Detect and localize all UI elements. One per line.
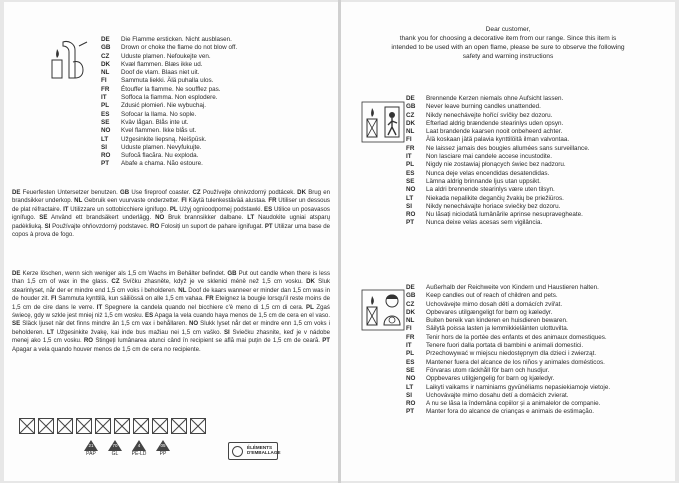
paragraph-sentence: Feuerfesten Untersetzer benutzen.: [22, 189, 118, 196]
recycle-triangle-icon: [84, 440, 98, 451]
right-page: [341, 2, 675, 481]
instruction-row: [406, 309, 610, 317]
instruction-row: [406, 284, 610, 292]
language-code: CZ: [406, 300, 415, 308]
paragraph-sentence: Brug en brandsikker underkop.: [12, 189, 331, 205]
language-code: NO: [101, 127, 111, 135]
instruction-row: [406, 153, 589, 161]
language-code: PT: [406, 408, 415, 416]
language-code: CZ: [192, 189, 201, 196]
language-code: LT: [247, 214, 255, 222]
no-children-icon: [76, 418, 92, 434]
instruction-row: [101, 127, 237, 135]
instruction-text: Opbevares utilgængeligt for børn og kæledyr.: [426, 308, 553, 316]
instruction-row: [406, 392, 610, 400]
instruction-text: Doof de vlam. Blaas niet uit.: [121, 69, 200, 77]
language-code: PL: [169, 205, 178, 213]
language-code: PT: [101, 160, 110, 168]
language-code: PL: [101, 102, 110, 110]
language-code: ES: [264, 205, 273, 213]
language-code: FR: [406, 144, 415, 152]
instruction-text: Laikyti vaikams ir naminiams gyvūnėliams nepasiekiamoje vietoje.: [426, 383, 611, 391]
instruction-row: [101, 94, 237, 102]
paragraph-sentence: Zgaś świecę, gdy w szkle jest mniej niż 1,5 cm wosku.: [12, 303, 330, 320]
language-code: SI: [101, 143, 107, 151]
instruction-row: [101, 144, 237, 152]
paragraph-sentence: Eteignez la bougie lorsqu'il reste moins de 1,5 cm de cire dans le verre.: [12, 295, 330, 311]
language-code: GB: [101, 44, 111, 52]
recycle-material-label: PAP: [86, 451, 96, 457]
instruction-row: [406, 203, 589, 211]
greeting-line: intended to be used with an open flame, please be sure to observe the following: [391, 44, 625, 51]
coaster-paragraph: [12, 189, 330, 239]
instruction-text: Ne laissez jamais des bougies allumées sans surveillance.: [426, 144, 590, 152]
language-code: RO: [150, 222, 160, 230]
instruction-row: [406, 350, 610, 358]
instruction-text: Mantener fuera del alcance de los niños y animales domésticos.: [426, 358, 605, 366]
instruction-text: Abafe a chama. Não estoure.: [121, 160, 203, 168]
recycle-material-label: PP: [159, 451, 167, 457]
greeting-line: thank you for choosing a decorative item from our range. Since this item is: [399, 35, 617, 42]
instruction-row: [101, 136, 237, 144]
paragraph-sentence: Använd ett brandsäkert underlägg.: [51, 214, 152, 222]
packaging-label: ÉLÉMENTS D'EMBALLAGE: [247, 445, 281, 456]
paragraph-sentence: Apagar a vela quando houver menos de 1,5 cm de cera no recipiente.: [12, 345, 201, 353]
paragraph-sentence: Utiliser un dessous de plat réfractaire.: [12, 197, 330, 213]
language-code: ES: [406, 358, 415, 366]
instruction-row: [406, 136, 589, 144]
instruction-row: [101, 77, 237, 85]
instruction-text: Drown or choke the flame do not blow off.: [121, 44, 238, 52]
instruction-row: [101, 36, 237, 44]
instruction-text: Užgesinkite liepsną. Neišpūsk.: [121, 135, 207, 143]
paragraph-sentence: Use fireproof coaster.: [131, 189, 191, 196]
instruction-text: La aldri brennende stearinlys være uten tilsyn.: [426, 186, 555, 194]
recycle-code: [106, 440, 124, 457]
language-code: SI: [223, 328, 230, 336]
instruction-text: A nu se lăsa la îndemâna copiilor și a animalelor de companie.: [426, 400, 601, 408]
language-code: IT: [96, 303, 103, 311]
language-code: DE: [12, 270, 21, 277]
no-draft-icon: [95, 418, 111, 434]
flame-instructions-list: [101, 36, 237, 169]
children-candle-icon: [361, 289, 405, 336]
instruction-text: Niekada nepalikite degančių žvakių be priežiūros.: [426, 194, 564, 202]
customer-greeting: [341, 25, 675, 61]
language-code: FR: [268, 197, 277, 205]
no-fan-icon: [19, 418, 35, 434]
instruction-text: Efterlad aldrig brændende stearinlys uden opsyn.: [426, 119, 564, 127]
recycle-number: 70: [112, 443, 118, 448]
instruction-text: Nunca deje velas encendidas desatendidas.: [426, 169, 550, 177]
flame-extinguish-icon: [49, 38, 91, 87]
instruction-text: Kvæl flammen. Blæs ikke ud.: [121, 60, 203, 68]
language-code: RO: [101, 152, 111, 160]
instruction-text: Kvel flammen. Ikke blås ut.: [121, 127, 197, 135]
language-code: PL: [306, 303, 314, 311]
paragraph-sentence: Stingeți lumânarea atunci când în recipient se află mai puțin de 1,5 cm de ceară.: [95, 337, 320, 345]
language-code: SE: [12, 320, 21, 328]
language-code: IT: [406, 153, 412, 161]
instruction-row: [101, 44, 237, 52]
paragraph-sentence: Gebruik een vuurvaste onderzetter.: [84, 197, 180, 205]
instruction-text: Tenir hors de la portée des enfants et des animaux domestiques.: [426, 333, 607, 341]
instruction-row: [406, 375, 610, 383]
paragraph-sentence: Spegnere la candela quando nel bicchiere c'è meno di 1,5 cm di cera.: [104, 303, 304, 311]
no-stack-icon: [190, 418, 206, 434]
language-code: PL: [406, 350, 415, 358]
recycle-code: [130, 440, 148, 457]
instruction-text: Sofocar la llama. No sople.: [121, 110, 197, 118]
language-code: PT: [406, 219, 415, 227]
language-code: CZ: [406, 111, 415, 119]
recycle-triangle-icon: [132, 440, 146, 451]
instruction-text: Sammuta liekki. Älä puhalla ulos.: [121, 77, 214, 85]
paragraph-sentence: Sviečku zhasnite, keď je v nádobe menej ako 1,5 cm vosku.: [12, 328, 331, 345]
recycling-codes: [82, 440, 172, 457]
instruction-row: [101, 152, 237, 160]
language-code: SI: [406, 391, 412, 399]
instruction-text: Manter fora do alcance de crianças e animais de estimação.: [426, 408, 595, 416]
language-code: SE: [101, 118, 110, 126]
instruction-row: [406, 186, 589, 194]
recycle-material-label: GL: [111, 451, 119, 457]
language-code: FI: [406, 136, 412, 144]
instruction-text: Nikdy nenechávejte hořící svíčky bez dozoru.: [426, 111, 553, 119]
instruction-row: [406, 145, 589, 153]
language-code: SI: [406, 202, 412, 210]
language-code: FI: [50, 295, 57, 303]
language-code: FI: [181, 197, 187, 205]
paragraph-sentence: Folosiți un suport de pahare ignifugat.: [160, 222, 264, 230]
language-code: NL: [74, 197, 83, 205]
no-unattended-icon: [133, 418, 149, 434]
recycle-number: 05: [160, 443, 166, 448]
unattended-candle-icon: [361, 101, 405, 148]
paragraph-sentence: Put out candle when there is less than 1,5 cm of wax in the glass.: [12, 270, 330, 286]
instruction-text: Sufocă flacăra. Nu exploda.: [121, 152, 199, 160]
language-code: SE: [39, 214, 48, 222]
triman-icon: [232, 446, 243, 457]
language-code: GB: [227, 270, 237, 277]
language-code: DK: [306, 278, 315, 286]
language-code: NO: [188, 320, 199, 328]
language-code: FR: [101, 85, 110, 93]
instruction-text: Nikdy nenechávajte horiace sviečky bez dozoru.: [426, 202, 561, 210]
instruction-text: Buiten bereik van kinderen en huisdieren bewaren.: [426, 317, 568, 325]
instruction-row: [406, 120, 589, 128]
language-code: NO: [406, 186, 416, 194]
paragraph-sentence: Svíčku zhasněte, když je ve sklenici méně než 1,5 cm vosku.: [122, 278, 303, 286]
language-code: FI: [406, 325, 412, 333]
no-flammable-icon: [114, 418, 130, 434]
instruction-text: Uduste plamen. Nevyfukujte.: [121, 143, 202, 151]
recycle-code: [154, 440, 172, 457]
instruction-row: [406, 408, 610, 416]
unattended-warning-list: [406, 95, 589, 228]
instruction-text: Außerhalb der Reichweite von Kindern und Haustieren halten.: [426, 284, 599, 291]
instruction-row: [406, 301, 610, 309]
instruction-text: Oppbevares utilgjengelig for barn og kjæledyr.: [426, 375, 555, 383]
paragraph-sentence: Používajte ohňovzdorný podstavec.: [52, 222, 149, 230]
instruction-text: Lämna aldrig brinnande ljus utan uppsikt.: [426, 177, 541, 185]
language-code: GB: [406, 292, 416, 300]
language-code: DE: [101, 36, 110, 43]
instruction-text: Kväv lågan. Blås inte ut.: [121, 118, 189, 126]
language-code: LT: [46, 328, 54, 336]
instruction-row: [406, 325, 610, 333]
language-code: LT: [406, 383, 414, 391]
paragraph-sentence: Käytä tulenkestävää alustaa.: [188, 197, 267, 205]
instruction-text: Uduste plamen. Nefoukejte ven.: [121, 52, 211, 60]
paragraph-sentence: Slukk lyset når det er mindre enn 1,5 cm voks i beholderen.: [12, 320, 330, 336]
language-code: NL: [406, 317, 415, 325]
instruction-row: [406, 384, 610, 392]
instruction-text: Brennende Kerzen niemals ohne Aufsicht lassen.: [426, 95, 564, 102]
instruction-row: [101, 61, 237, 69]
paragraph-sentence: Utilizar uma base de copos à prova de fogo.: [12, 222, 330, 239]
language-code: FI: [101, 77, 107, 85]
instruction-row: [406, 95, 589, 103]
language-code: IT: [406, 342, 412, 350]
greeting-line: Dear customer,: [485, 26, 531, 33]
language-code: LT: [406, 194, 414, 202]
instruction-row: [406, 359, 610, 367]
instruction-row: [406, 219, 589, 227]
paragraph-sentence: Sluk stearinlyset, når der er mindre end 1,5 cm voks i beholderen.: [12, 278, 331, 294]
no-water-icon: [171, 418, 187, 434]
instruction-text: Uchovávejte mimo dosah dětí a domácích zvířat.: [426, 300, 563, 308]
language-code: GB: [120, 189, 130, 196]
recycle-number: 4: [137, 443, 141, 448]
instruction-row: [406, 334, 610, 342]
no-wind-icon: [38, 418, 54, 434]
instruction-row: [406, 211, 589, 219]
language-code: RO: [406, 400, 416, 408]
instruction-text: Die Flamme ersticken. Nicht ausblasen.: [121, 36, 232, 43]
language-code: PT: [264, 222, 273, 230]
language-code: SI: [44, 222, 51, 230]
paragraph-sentence: Kerze löschen, wenn sich weniger als 1,5 cm Wachs im Behälter befindet.: [22, 270, 226, 277]
language-code: DE: [406, 95, 415, 102]
language-code: ES: [406, 169, 415, 177]
language-code: PL: [406, 161, 415, 169]
instruction-row: [406, 292, 610, 300]
paragraph-sentence: Sammuta kynttilä, kun säiliössä on alle 1,5 cm vahaa.: [58, 295, 204, 303]
wax-level-paragraph: [12, 270, 330, 354]
instruction-row: [406, 170, 589, 178]
paragraph-sentence: Užgesinkite žvakę, kai inde bus mažiau nei 1,5 cm vaško.: [56, 328, 222, 336]
language-code: RO: [83, 337, 94, 345]
greeting-line: safety and warning instructions: [462, 53, 554, 60]
paragraph-sentence: Apaga la vela cuando haya menos de 1,5 cm de cera en el vaso.: [154, 312, 331, 320]
no-bed-icon: [152, 418, 168, 434]
instruction-text: Non lasciare mai candele accese incustodite.: [426, 153, 553, 161]
recycle-code: [82, 440, 100, 457]
language-code: DK: [406, 119, 416, 127]
paragraph-sentence: Doof de kaars wanneer er minder dan 1,5 cm was in de houder zit.: [12, 286, 331, 303]
instruction-row: [406, 195, 589, 203]
instruction-text: Nigdy nie zostawiaj płonących świec bez nadzoru.: [426, 161, 566, 169]
left-page: [4, 2, 338, 481]
instruction-row: [406, 400, 610, 408]
instruction-row: [406, 342, 610, 350]
language-code: NL: [101, 69, 110, 77]
instruction-row: [101, 102, 237, 110]
instruction-text: Never leave burning candles unattended.: [426, 103, 541, 111]
language-code: CZ: [111, 278, 120, 286]
instruction-text: Zdusić płomień. Nie wybuchaj.: [121, 102, 207, 110]
recycle-triangle-icon: [156, 440, 170, 451]
instruction-text: Säilytä poissa lasten ja lemmikkieläinten ulottuvilta.: [426, 325, 569, 333]
language-code: LT: [101, 135, 109, 143]
instruction-text: Przechowywać w miejscu niedostępnym dla dzieci i zwierząt.: [426, 350, 597, 358]
paragraph-sentence: Naudokite ugniai atsparų padėkliuką.: [12, 214, 330, 230]
paragraph-sentence: Bruk brannsikker dalbane.: [168, 214, 244, 222]
instruction-row: [406, 317, 610, 325]
recycle-number: 21: [88, 443, 94, 448]
paragraph-sentence: Utilizzare un sottobicchiere ignifugo.: [70, 205, 169, 213]
language-code: PT: [322, 337, 331, 345]
language-code: DE: [12, 189, 21, 196]
language-code: NL: [406, 128, 415, 136]
instruction-text: Soffoca la fiamma. Non esplodere.: [121, 94, 218, 102]
instruction-row: [101, 86, 237, 94]
instruction-row: [406, 112, 589, 120]
language-code: SE: [406, 366, 415, 374]
language-code: NO: [406, 375, 416, 383]
language-code: DK: [297, 189, 306, 196]
language-code: FR: [205, 295, 214, 303]
language-code: ES: [101, 110, 110, 118]
instruction-text: Förvaras utom räckhåll för barn och husdjur.: [426, 366, 550, 374]
instruction-text: Uchovávajte mimo dosahu detí a domácich zvierat.: [426, 391, 569, 399]
instruction-text: Tenere fuori dalla portata di bambini e animali domestici.: [426, 342, 584, 350]
instruction-text: Étouffer la flamme. Ne soufflez pas.: [121, 85, 221, 93]
paragraph-sentence: Släck ljuset när det finns mindre än 1,5 cm vax i behållaren.: [22, 320, 187, 328]
language-code: DK: [406, 308, 416, 316]
instruction-row: [101, 53, 237, 61]
instruction-row: [101, 160, 237, 168]
language-code: DK: [101, 60, 111, 68]
instruction-row: [101, 111, 237, 119]
instruction-row: [406, 103, 589, 111]
recycle-triangle-icon: [108, 440, 122, 451]
instruction-row: [406, 178, 589, 186]
language-code: GB: [406, 103, 416, 111]
paragraph-sentence: Użyj ognioodpornej podstawki.: [179, 205, 263, 213]
language-code: CZ: [101, 52, 110, 60]
no-pets-icon: [57, 418, 73, 434]
language-code: IT: [63, 205, 69, 213]
paragraph-sentence: Utilice un posavasos ignífugo.: [12, 205, 330, 222]
language-code: IT: [101, 94, 107, 102]
language-code: NO: [155, 214, 165, 222]
instruction-text: Keep candles out of reach of children and pets.: [426, 292, 558, 300]
language-code: ES: [145, 312, 154, 320]
language-code: DE: [406, 284, 415, 291]
instruction-text: Älä koskaan jätä palavia kynttilöitä ilman valvontaa.: [426, 136, 570, 144]
prohibition-symbols: [19, 418, 206, 434]
packaging-elements-badge: [228, 442, 281, 460]
instruction-text: Laat brandende kaarsen nooit onbeheerd achter.: [426, 128, 563, 136]
instruction-text: Nu lăsați niciodată lumânările aprinse nesupravegheate.: [426, 211, 583, 219]
instruction-row: [406, 161, 589, 169]
instruction-row: [406, 367, 610, 375]
language-code: FR: [406, 333, 415, 341]
children-warning-list: [406, 284, 610, 417]
language-code: NL: [178, 286, 187, 294]
paragraph-sentence: Používejte ohnivzdorný podtácek.: [202, 189, 295, 196]
language-code: SE: [406, 177, 415, 185]
recycle-material-label: PE-LD: [131, 451, 147, 457]
language-code: RO: [406, 211, 416, 219]
instruction-text: Nunca deixe velas acesas sem vigilância.: [426, 219, 543, 227]
